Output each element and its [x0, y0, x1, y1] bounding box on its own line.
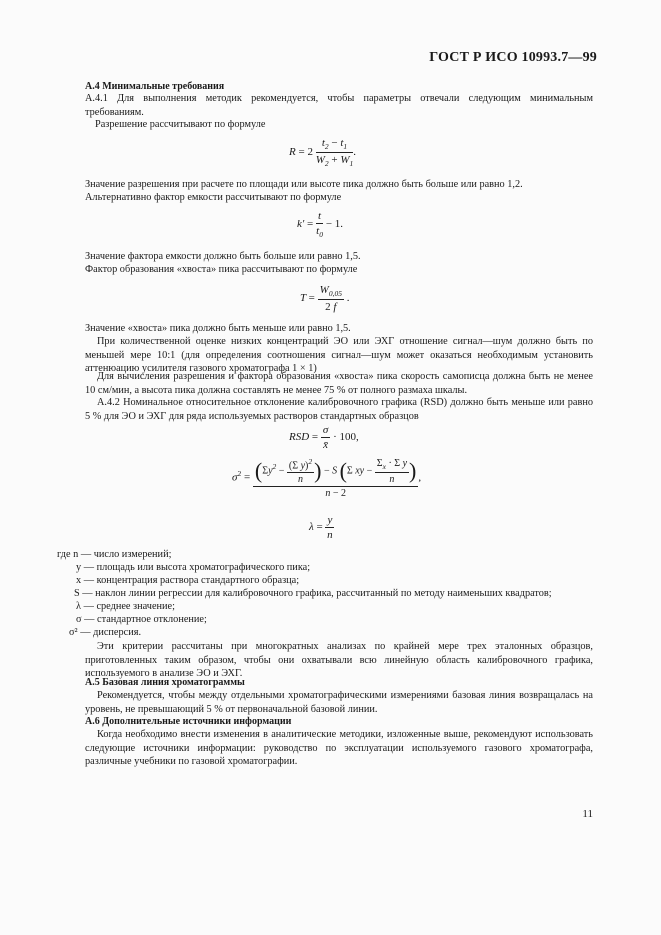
formula-tailing: T = $\frac{W_{0,05}}{2 f}$ .: [300, 284, 350, 314]
paragraph-sources: Когда необходимо внести изменения в аналитические методики, изложенные выше, рекомендуют использовать следующие источники информации: руководство по эксплуатации используемого газового хроматографа, различные учебники по газовой хроматографии.: [85, 729, 593, 768]
section-a4-title: А.4 Минимальные требования: [85, 81, 225, 92]
formula-resolution: R = 2 $\frac{t_2 - t_1}{W_2 + W_1}$ .: [289, 137, 357, 169]
paragraph-capacity-lead: Альтернативно фактор емкости рассчитывают по формуле: [85, 192, 342, 203]
paragraph-recorder-speed: Для вычисления разрешения и фактора образования «хвоста» пика скорость самописца должна быть не менее 10 см/мин, а высота пика должна составлять не менее 75 % от полного размаха шкалы.: [85, 371, 593, 396]
legend-item: где n — число измерений;: [57, 549, 172, 560]
paragraph-signal-noise: При количественной оценке низких концентраций ЭО или ЭХГ отношение сигнал—шум должно быть по меньшей мере 10:1 (для определения соотношения сигнал—шум может оказаться необходимым установить аттенюацию усилителя газового хроматографа 1 × 1): [85, 336, 593, 375]
legend-item: σ² — дисперсия.: [69, 627, 142, 638]
page-number: 11: [582, 808, 593, 820]
section-a6-title: А.6 Дополнительные источники информации: [85, 716, 292, 727]
document-header: ГОСТ Р ИСО 10993.7—99: [429, 50, 597, 65]
paragraph-capacity-value: Значение фактора емкости должно быть больше или равно 1,5.: [85, 251, 361, 262]
paragraph-a42-rsd: А.4.2 Номинальное относительное отклонение калибровочного графика (RSD) должно быть меньше или равно 5 % для ЭО и ЭХГ для ряда используемых растворов стандартных образцов: [85, 397, 593, 422]
paragraph-a41-intro: [85, 92, 593, 119]
formula-lambda: λ = $\frac{y}{n}$: [309, 514, 333, 541]
section-a5-title: А.5 Базовая линия хроматограммы: [85, 677, 245, 688]
paragraph-baseline: Рекомендуется, чтобы между отдельными хроматографическими измерениями базовая линия возвращалась на уровень, не превышающий 5 % от первоначальной базовой линии.: [85, 690, 593, 715]
paragraph-criteria: Эти критерии рассчитаны при многократных анализах по крайней мере трех эталонных образцов, приготовленных таким образом, чтобы они охватывали всю линейную область калибровочного графика, используемого в анализе ЭО и ЭХГ.: [85, 641, 593, 680]
legend-item: S — наклон линии регрессии для калибровочного графика, рассчитанный по методу наименьших квадратов;: [74, 588, 552, 599]
formula-rsd: RSD = $\frac{\sigma}{x̄}$ · 100,: [289, 424, 359, 451]
paragraph-tailing-lead: Фактор образования «хвоста» пика рассчитывают по формуле: [85, 264, 358, 275]
paragraph-resolution-value: Значение разрешения при расчете по площади или высоте пика должно быть больше или равно 1,2.: [85, 179, 523, 190]
formula-capacity: k′ = $\frac{t}{t_0}$ − 1.: [297, 210, 344, 240]
paragraph-a41-intro-text: А.4.1 Для выполнения методик рекомендуется, чтобы параметры отвечали следующим минимальным требованиям.: [85, 93, 593, 118]
legend-item: λ — среднее значение;: [76, 601, 175, 612]
paragraph-tailing-value: Значение «хвоста» пика должно быть меньше или равно 1,5.: [85, 323, 351, 334]
formula-variance: $\sigma^2$ = ($\Sigma y^2$ − $\frac{(\Sigma y)^2}{n}$ ) − S (Σ xy − $\frac{\Sigma_x \cdot \Sigma y}{n}$ ) n − 2 ,: [232, 457, 422, 500]
legend-item: σ — стандартное отклонение;: [76, 614, 207, 625]
legend-item: x — концентрация раствора стандартного образца;: [76, 575, 300, 586]
paragraph-resolution-lead: Разрешение рассчитывают по формуле: [95, 119, 266, 130]
legend-item: y — площадь или высота хроматографического пика;: [76, 562, 311, 573]
